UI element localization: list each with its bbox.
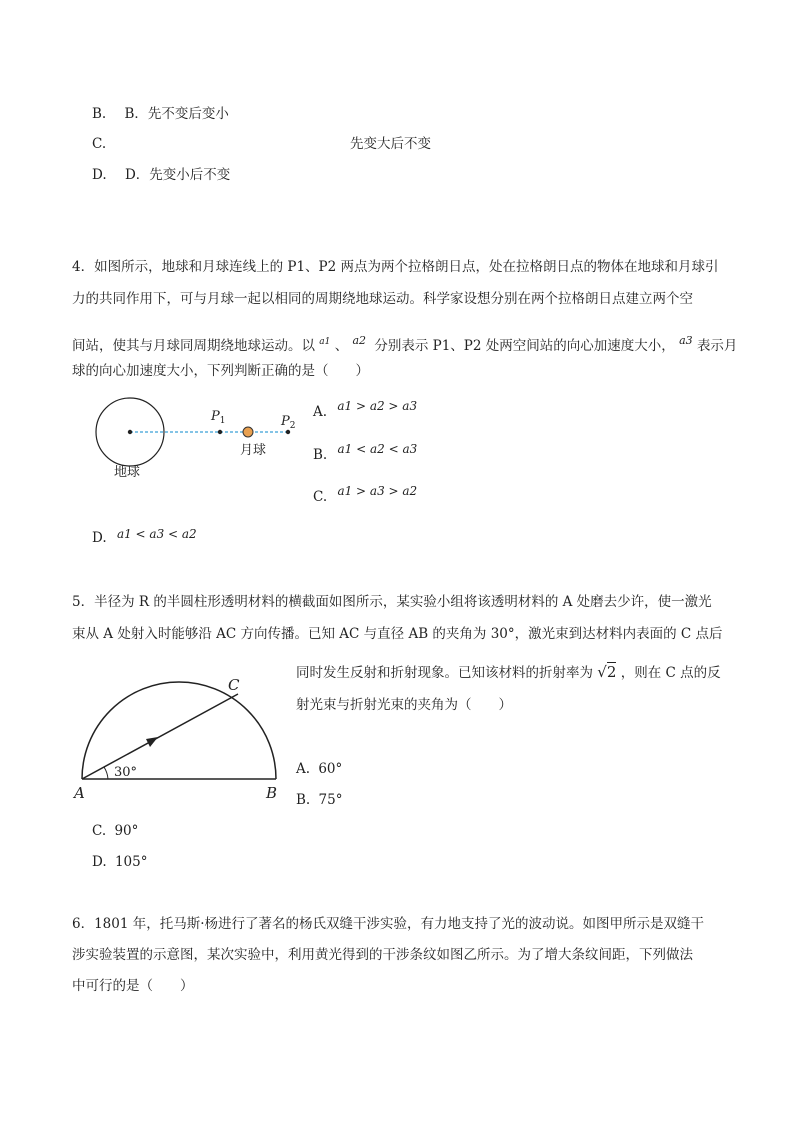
earth-center-dot <box>128 430 132 434</box>
q4-stem-line2: 力的共同作用下，可与月球一起以相同的周期绕地球运动。科学家设想分别在两个拉格朗日点建立两个空 <box>72 291 693 307</box>
option-expression: a1 > a2 > a3 <box>337 399 418 413</box>
q5-stem-line3 <box>296 663 721 682</box>
symbol-a2: a2 <box>352 334 367 347</box>
semicircle-arc <box>82 682 276 779</box>
q4-option-a <box>313 399 418 421</box>
q4-stem-line3 <box>72 332 737 355</box>
p1-dot <box>218 430 222 434</box>
q5-option-a <box>296 760 342 778</box>
q5-text: ，则在 C 点的反 <box>620 665 721 681</box>
option-text: 60° <box>318 761 343 777</box>
option-expression: a1 < a3 < a2 <box>116 527 197 541</box>
q4-stem-line1: 4．如图所示，地球和月球连线上的 P1、P2 两点为两个拉格朗日点，处在拉格朗日点的物体在地球和月球引 <box>72 259 719 275</box>
point-a-label: A <box>74 784 85 802</box>
option-text: B．先不变后变小 <box>124 106 229 122</box>
option-letter: A. <box>296 761 311 777</box>
moon-dot <box>243 427 253 437</box>
option-letter: A. <box>313 404 328 420</box>
option-letter: C. <box>92 823 107 839</box>
option-letter: D. <box>92 530 107 546</box>
q4-text: 表示月 <box>696 338 738 354</box>
option-letter: C. <box>92 136 107 152</box>
q3-option-b <box>92 105 229 123</box>
option-letter: B. <box>296 792 311 808</box>
beam-arrow-icon <box>146 737 158 747</box>
symbol-a3: a3 <box>679 334 693 347</box>
q4-text: 分别表示 P1、P2 处两空间站的向心加速度大小， <box>374 338 675 354</box>
q5-stem-line1: 5．半径为 R 的半圆柱形透明材料的横截面如图所示，某实验小组将该透明材料的 A 处磨去少许，使一激光 <box>72 594 712 610</box>
point-b-label: B <box>266 784 278 802</box>
q4-option-b <box>313 442 418 464</box>
semicircle-diagram <box>70 672 290 802</box>
symbol-a1: a1 <box>319 337 331 347</box>
q5-stem-line2: 束从 A 处射入时能够沿 AC 方向传播。已知 AC 与直径 AB 的夹角为 30°，激光束到达材料内表面的 C 点后 <box>72 626 723 642</box>
option-expression: a1 > a3 > a2 <box>337 484 418 498</box>
q4-option-d <box>92 529 197 547</box>
q5-text: 同时发生反射和折射现象。已知该材料的折射率为 <box>296 665 593 681</box>
q5-option-c <box>92 822 138 840</box>
laser-beam-ac <box>82 694 238 779</box>
sqrt-radicand: 2 <box>606 663 617 681</box>
option-text: 75° <box>318 792 343 808</box>
point-c-label: C <box>228 676 240 694</box>
q5-option-d <box>92 853 147 871</box>
option-letter: B. <box>92 106 107 122</box>
q5-option-b <box>296 791 342 809</box>
earth-moon-diagram <box>90 396 310 486</box>
option-text: 105° <box>114 854 148 870</box>
option-letter: D. <box>92 854 107 870</box>
option-letter: C. <box>313 489 328 505</box>
angle-label: 30° <box>114 765 138 780</box>
p1-label: $P_1$ <box>211 409 226 426</box>
q6-stem-line3: 中可行的是（ ） <box>72 978 194 994</box>
q6-stem-line1: 6．1801 年，托马斯·杨进行了著名的杨氏双缝干涉实验，有力地支持了光的波动说。如图甲所示是双缝干 <box>72 916 705 932</box>
option-letter: D. <box>92 167 107 183</box>
q4-text: 间站，使其与月球同周期绕地球运动。以 <box>72 338 315 354</box>
moon-label: 月球 <box>240 443 267 458</box>
q3-option-d <box>92 166 230 184</box>
option-expression: a1 < a2 < a3 <box>337 442 418 456</box>
option-text: 90° <box>114 823 139 839</box>
q3-option-c-text: 先变大后不变 <box>350 136 431 152</box>
q5-stem-line4: 射光束与折射光束的夹角为（ ） <box>296 697 512 713</box>
sqrt-expression: √2 <box>597 663 617 681</box>
earth-label: 地球 <box>114 465 141 480</box>
option-letter: B. <box>313 447 328 463</box>
option-text: D．先变小后不变 <box>124 167 231 183</box>
q4-stem-line4: 球的向心加速度大小，下列判断正确的是（ ） <box>72 363 369 379</box>
p2-label: $P_2$ <box>281 414 296 431</box>
q4-option-c <box>313 484 418 506</box>
q6-stem-line2: 涉实验装置的示意图，某次实验中，利用黄光得到的干涉条纹如图乙所示。为了增大条纹间距，下列做法 <box>72 947 693 963</box>
separator: 、 <box>334 338 349 354</box>
angle-arc <box>104 767 108 779</box>
q3-option-c <box>92 135 106 153</box>
